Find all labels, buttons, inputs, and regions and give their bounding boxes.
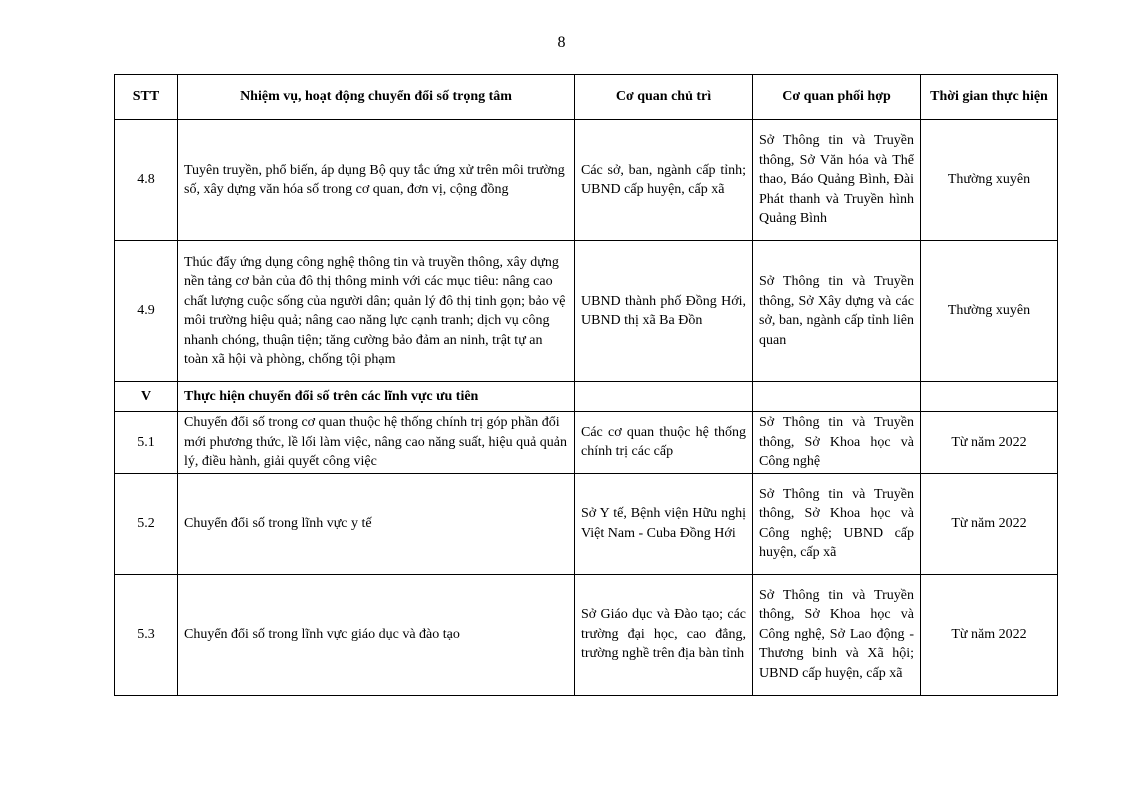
- digital-transformation-table: [114, 74, 1058, 696]
- cell-lead-agency: Sở Giáo dục và Đào tạo; các trường đại học, cao đẳng, trường nghề trên địa bàn tỉnh: [575, 574, 753, 695]
- cell-task: Thực hiện chuyển đổi số trên các lĩnh vực ưu tiên: [178, 382, 575, 412]
- cell-timeline: Từ năm 2022: [921, 574, 1058, 695]
- cell-stt: 4.9: [115, 241, 178, 382]
- cell-coordinating-agency: [753, 382, 921, 412]
- header-timeline: Thời gian thực hiện: [921, 75, 1058, 120]
- cell-timeline: Từ năm 2022: [921, 412, 1058, 474]
- cell-lead-agency: Sở Y tế, Bệnh viện Hữu nghị Việt Nam - Cuba Đồng Hới: [575, 473, 753, 574]
- table-row: [115, 241, 1058, 382]
- table-header-row: [115, 75, 1058, 120]
- header-lead-agency: Cơ quan chủ trì: [575, 75, 753, 120]
- cell-timeline: Thường xuyên: [921, 241, 1058, 382]
- cell-coordinating-agency: Sở Thông tin và Truyền thông, Sở Văn hóa và Thể thao, Báo Quảng Bình, Đài Phát thanh và Truyền hình Quảng Bình: [753, 120, 921, 241]
- header-coordinating-agency: Cơ quan phối hợp: [753, 75, 921, 120]
- table-row: [115, 473, 1058, 574]
- cell-task: Chuyển đổi số trong lĩnh vực giáo dục và đào tạo: [178, 574, 575, 695]
- cell-timeline: Thường xuyên: [921, 120, 1058, 241]
- cell-lead-agency: [575, 382, 753, 412]
- table-row: [115, 574, 1058, 695]
- table-row: [115, 412, 1058, 474]
- cell-lead-agency: Các sở, ban, ngành cấp tỉnh; UBND cấp huyện, cấp xã: [575, 120, 753, 241]
- header-stt: STT: [115, 75, 178, 120]
- section-row: [115, 382, 1058, 412]
- cell-task: Tuyên truyền, phổ biến, áp dụng Bộ quy tắc ứng xử trên môi trường số, xây dựng văn hóa số trong cơ quan, đơn vị, cộng đồng: [178, 120, 575, 241]
- cell-lead-agency: Các cơ quan thuộc hệ thống chính trị các cấp: [575, 412, 753, 474]
- cell-stt: 5.2: [115, 473, 178, 574]
- table-row: [115, 120, 1058, 241]
- cell-task: Chuyển đổi số trong cơ quan thuộc hệ thống chính trị góp phần đổi mới phương thức, lề lối làm việc, nâng cao năng suất, hiệu quả quản lý, điều hành, giải quyết công việc: [178, 412, 575, 474]
- cell-stt: 4.8: [115, 120, 178, 241]
- cell-coordinating-agency: Sở Thông tin và Truyền thông, Sở Khoa học và Công nghệ; UBND cấp huyện, cấp xã: [753, 473, 921, 574]
- page-number: 8: [557, 34, 566, 51]
- cell-task: Chuyển đổi số trong lĩnh vực y tế: [178, 473, 575, 574]
- cell-stt: V: [115, 382, 178, 412]
- cell-timeline: Từ năm 2022: [921, 473, 1058, 574]
- cell-lead-agency: UBND thành phố Đồng Hới, UBND thị xã Ba Đồn: [575, 241, 753, 382]
- cell-coordinating-agency: Sở Thông tin và Truyền thông, Sở Khoa học và Công nghệ: [753, 412, 921, 474]
- cell-stt: 5.1: [115, 412, 178, 474]
- cell-task: Thúc đẩy ứng dụng công nghệ thông tin và truyền thông, xây dựng nền tảng cơ bản của đô thị thông minh với các mục tiêu: nâng cao chất lượng cuộc sống của người dân; quản lý đô thị tinh gọn; bảo vệ môi trường hiệu quả; nâng cao năng lực cạnh tranh; dịch vụ công nhanh chóng, thuận tiện; tăng cường bảo đảm an ninh, trật tự an toàn xã hội và phòng, chống tội phạm: [178, 241, 575, 382]
- cell-coordinating-agency: Sở Thông tin và Truyền thông, Sở Xây dựng và các sở, ban, ngành cấp tỉnh liên quan: [753, 241, 921, 382]
- cell-timeline: [921, 382, 1058, 412]
- header-task: Nhiệm vụ, hoạt động chuyển đổi số trọng tâm: [178, 75, 575, 120]
- cell-coordinating-agency: Sở Thông tin và Truyền thông, Sở Khoa học và Công nghệ, Sở Lao động - Thương binh và Xã hội; UBND cấp huyện, cấp xã: [753, 574, 921, 695]
- cell-stt: 5.3: [115, 574, 178, 695]
